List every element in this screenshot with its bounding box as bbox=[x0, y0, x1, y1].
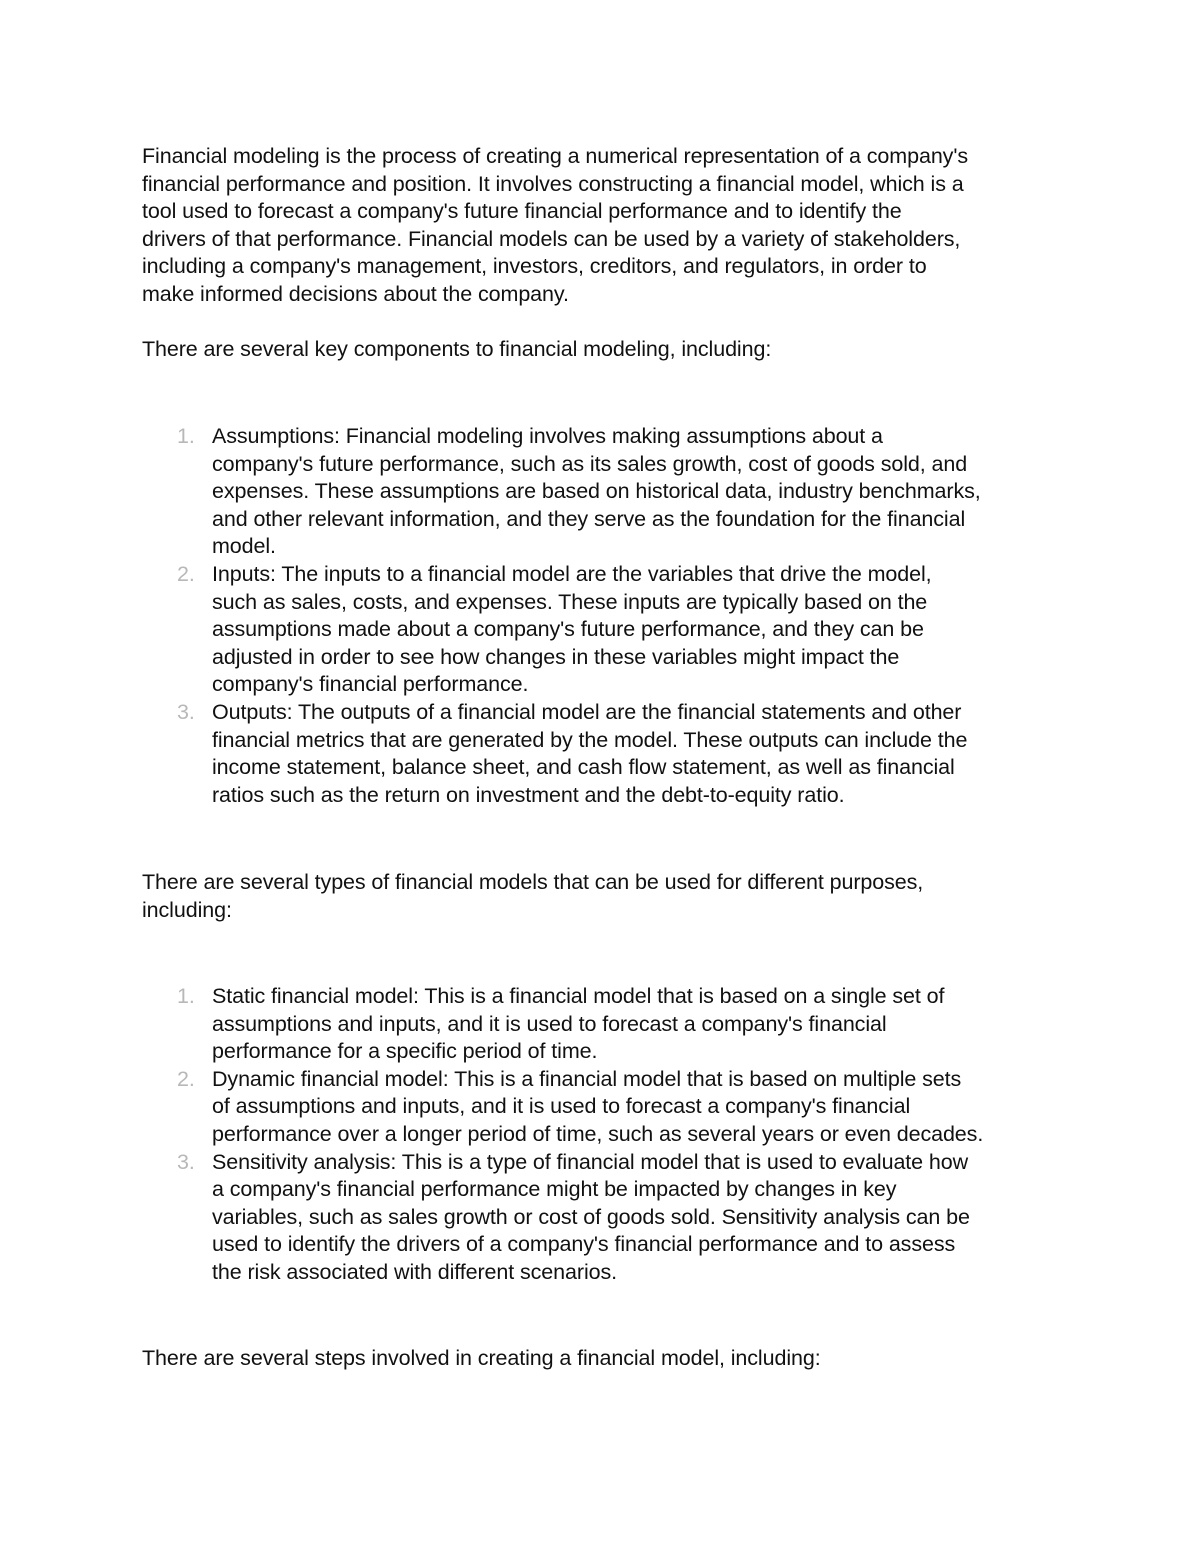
text-line: Outputs: The outputs of a financial model are the financial statements and other bbox=[212, 699, 962, 724]
text-line: the risk associated with different scenarios. bbox=[212, 1259, 617, 1284]
list-item bbox=[142, 561, 1072, 699]
list-item bbox=[142, 983, 1072, 1066]
text-line: income statement, balance sheet, and cash flow statement, as well as financial bbox=[212, 755, 955, 780]
list-number: 2. bbox=[177, 561, 195, 586]
text-line: company's future performance, such as its sales growth, cost of goods sold, and bbox=[212, 451, 968, 476]
steps-intro-paragraph bbox=[142, 1345, 1072, 1373]
list-number: 2. bbox=[177, 1066, 195, 1091]
text-line: Inputs: The inputs to a financial model are the variables that drive the model, bbox=[212, 561, 932, 586]
text-line: tool used to forecast a company's future financial performance and to identify the bbox=[142, 199, 902, 224]
list-number: 3. bbox=[177, 699, 195, 724]
text-line: model. bbox=[212, 534, 276, 559]
components-intro-paragraph bbox=[142, 336, 1072, 364]
list-number: 1. bbox=[177, 424, 195, 448]
text-line: adjusted in order to see how changes in these variables might impact the bbox=[212, 644, 900, 669]
text-line: of assumptions and inputs, and it is used to forecast a company's financial bbox=[212, 1094, 911, 1119]
list-item bbox=[142, 699, 1072, 809]
text-line: financial metrics that are generated by the model. These outputs can include the bbox=[212, 727, 968, 752]
text-line: and other relevant information, and they serve as the foundation for the financial bbox=[212, 506, 966, 531]
text-line: assumptions made about a company's future performance, and they can be bbox=[212, 617, 924, 642]
text-line: financial performance and position. It involves constructing a financial model, which is a bbox=[142, 171, 964, 196]
text-line: including a company's management, investors, creditors, and regulators, in order to bbox=[142, 254, 927, 279]
list-item bbox=[142, 423, 1072, 561]
text-line: There are several key components to financial modeling, including: bbox=[142, 337, 772, 361]
text-line: ratios such as the return on investment and the debt-to-equity ratio. bbox=[212, 782, 845, 807]
list-number: 1. bbox=[177, 984, 195, 1008]
text-line: used to identify the drivers of a company's financial performance and to assess bbox=[212, 1232, 956, 1257]
text-line: including: bbox=[142, 897, 232, 922]
text-line: expenses. These assumptions are based on historical data, industry benchmarks, bbox=[212, 479, 981, 504]
text-line: Sensitivity analysis: This is a type of financial model that is used to evaluate how bbox=[212, 1149, 969, 1174]
text-line: drivers of that performance. Financial models can be used by a variety of stakeholders, bbox=[142, 226, 961, 251]
intro-paragraph bbox=[142, 143, 1072, 309]
types-intro-paragraph bbox=[142, 869, 1072, 924]
text-line: performance for a specific period of time. bbox=[212, 1039, 598, 1064]
text-line: such as sales, costs, and expenses. These inputs are typically based on the bbox=[212, 589, 928, 614]
text-line: Dynamic financial model: This is a financial model that is based on multiple sets bbox=[212, 1066, 962, 1091]
list-number: 3. bbox=[177, 1149, 195, 1174]
types-list bbox=[142, 983, 1072, 1287]
list-item bbox=[142, 1066, 1072, 1149]
text-line: variables, such as sales growth or cost of goods sold. Sensitivity analysis can be bbox=[212, 1204, 970, 1229]
text-line: a company's financial performance might be impacted by changes in key bbox=[212, 1177, 897, 1202]
text-line: assumptions and inputs, and it is used to forecast a company's financial bbox=[212, 1011, 887, 1036]
text-line: Financial modeling is the process of creating a numerical representation of a company's bbox=[142, 144, 968, 168]
text-line: Static financial model: This is a financial model that is based on a single set of bbox=[212, 984, 945, 1008]
list-item bbox=[142, 1149, 1072, 1287]
text-line: There are several types of financial models that can be used for different purposes, bbox=[142, 870, 924, 894]
text-line: make informed decisions about the company. bbox=[142, 281, 569, 306]
text-line: There are several steps involved in creating a financial model, including: bbox=[142, 1346, 821, 1370]
text-line: Assumptions: Financial modeling involves making assumptions about a bbox=[212, 424, 883, 448]
text-line: company's financial performance. bbox=[212, 672, 529, 697]
text-line: performance over a longer period of time, such as several years or even decades. bbox=[212, 1121, 984, 1146]
components-list bbox=[142, 423, 1072, 809]
